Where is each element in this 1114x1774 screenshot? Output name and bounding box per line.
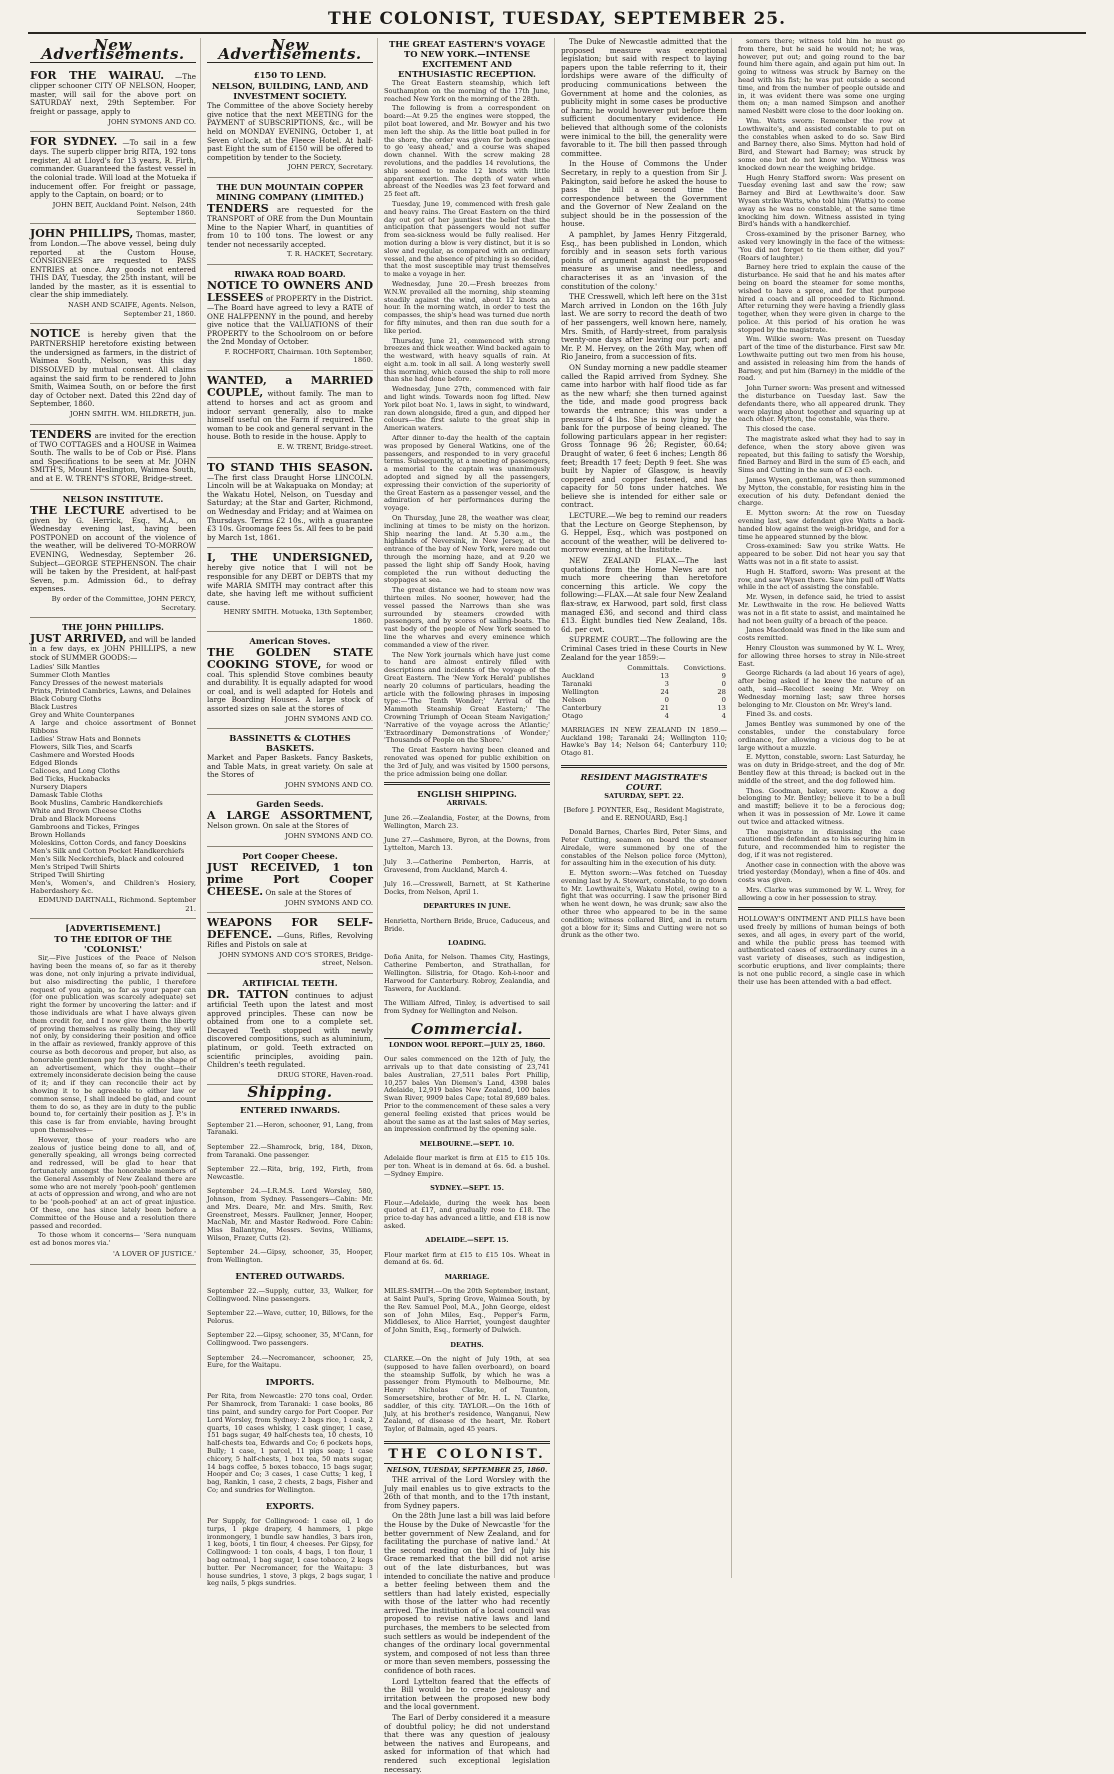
- ad-title: WANTED, a MARRIED COUPLE,: [207, 374, 373, 400]
- ad-signature: JOHN BEIT, Auckland Point. Nelson, 24th September 1860.: [52, 200, 196, 218]
- shipping-entry: September 22.—Gipsy, schooner, 35, M'Cann, for Collingwood. Two passengers.: [207, 1331, 373, 1348]
- great-eastern-story: [384, 80, 550, 778]
- editorial-paragraph: Lord Lyttelton feared that the effects of the Bill would be to create jealousy and irritation between the proposed new body and the local government.: [384, 1676, 550, 1712]
- shipping-inwards-list: [207, 1122, 373, 1265]
- goods-list-item: Prints, Printed Cambrics, Lawns, and Delaines: [30, 687, 191, 696]
- table-row: [561, 696, 727, 704]
- ad-john-phillips: [30, 224, 196, 324]
- market-heading: MELBOURNE.—SEPT. 10.: [419, 1139, 515, 1148]
- ad-body: continues to adjust artificial Teeth upon the latest and most approved principles. These can now be obtained from one to a complete set. Decayed Teeth stopped with newly discovered compositions, such as aluminium, platinum, or gold. Teeth extracted on scientific principles, avoiding pain. Children's teeth regulated.: [207, 991, 373, 1070]
- column-3: [382, 38, 555, 1774]
- shipping-entry: September 22.—Wave, cutter, 10, Billows, for the Pelorus.: [207, 1309, 373, 1326]
- shipping-entry: September 24.—Necromancer, schooner, 25, Eure, for the Waitapu.: [207, 1353, 373, 1370]
- divider: [384, 1441, 550, 1444]
- ad-body: is hereby given that the PARTNERSHIP heretofore existing between the undersigned as farmers, in the district of Waimea South, Nelson, was this day DISSOLVED by mutual consent. All claims against the said firm to be rendered to John Smith, Waimea South, on or before the first day of October next. Dated this 22nd day of September, 1860.: [30, 330, 196, 409]
- ad-body: —To sail in a few days. The superb clipper brig RITA, 192 tons register, Al at Lloyd's for 13 years, R. Firth, commander. Guaranteed the fastest vessel in the colonial trade. Will load at the Motueka if inducement offer. For freight or passage, apply to the Captain, on board; or to: [30, 138, 196, 200]
- goods-list-item: Drab and Black Moreens: [30, 815, 116, 824]
- goods-list-item: Book Muslins, Cambric Handkerchiefs: [30, 799, 163, 808]
- court-paragraph: Fined 3s. and costs.: [746, 710, 813, 719]
- column-5: [736, 38, 909, 1578]
- goods-list-item: Black Lustres: [30, 703, 78, 712]
- letter-paragraph: To those whom it concerns— 'Sera nunquam est ad bonos mores via.': [30, 1231, 196, 1248]
- ad-nelson-institute: [30, 490, 196, 619]
- ad-body: and will be landed in a few days, ex JOHN PHILLIPS, a new stock of SUMMER GOODS:—: [30, 635, 196, 662]
- news-paragraph: The Duke of Newcastle admitted that the proposed measure was exceptional legislation; but said with respect to laying papers upon the table referring to it, their lordships were aware of the difficulty of producing communications between the Government at home and the colonies, as publicity might in some cases be productive of harm; he would however put before them sufficient documentary evidence. He believed that although some of the colonists were inimical to the bill, the generality were favorable to it. The bill then passed through committee.: [561, 37, 727, 158]
- court-paragraph: Wm. Watts sworn: Remember the row at Lowthwaite's, and assisted constable to put on the constables when asked to do so. Saw Bird and Barney there, also Sims. Mytton had hold of Bird, and Stewart had Barney; was struck by some one but do not know who. Witness was knocked down near the weighing bridge.: [738, 116, 905, 172]
- court-paragraph: somers there; witness told him he must go from there, but he said he would not; he was, however, put out; and going round to the bar found him there again, and again put him out. In going to witness was struck by Barney on the head with his fist; he was put outside a second time, and from the number of people outside and in, it was evident there was some one urging them on; a man named Simpson and another named Nesbitt were close to the door looking on.: [738, 37, 905, 116]
- story-paragraph: After dinner to-day the health of the captain was proposed by General Watkins, one of the passengers, and responded to in very graceful terms. Subsequently, at a meeting of passengers, a memorial to the captain was unanimously adopted and signed by all the passengers, expressing their conviction of the superiority of the Great Eastern as a passenger vessel, and the admiration of her performances during the voyage.: [384, 434, 550, 513]
- masthead: THE COLONIST, TUESDAY, SEPTEMBER 25.: [28, 6, 1086, 34]
- exports-body: Per Supply, for Collingwood: 1 case oil, 1 do turps, 1 pkge drapery, 4 hammers, 1 pkge ironmongery, 1 bundle saw handles, 3 bars iron, 1 keg, boots, 1 tin flour, 4 cheeses. Per Gipsy, for Collingwood: 1 ton coals, 4 bags, 1 ton flour, 1 bag oatmeal, 1 bag sugar, 1 case tobacco, 2 kegs butter. Per Necromancer, for the Waitapu: 3 house sundries, 1 stove, 3 pkgs, 2 bags sugar, 1 keg nails, 5 pkgs sundries.: [207, 1516, 373, 1588]
- court-paragraph: E. Mytton sworn:—Was fetched on Tuesday evening last by A. Stewart, constable, to go down to Mr. Lowthwaite's, Wakatu Hotel, owing to a fight that was occurring. I saw the prisoner Bird when he went down, he was drunk; saw also the other three who appeared to be in the same condition; witness collared Bird, and in return got a blow for it; Sims and Cutting were not so drunk as the other two.: [561, 869, 727, 940]
- ad-body: —The first class Draught Horse LINCOLN. Lincoln will be at Wakapuaka on Monday; at the Wakatu Hotel, Nelson, on Tuesday and Saturday; at the Star and Garter, Richmond, on Wednesday and Friday; and at Waimea on Thursdays. Terms £2 10s., with a guarantee £3 10s. Groomage fees 5s. All fees to be paid by March 1st, 1861.: [207, 472, 373, 542]
- market-body: Flour.—Adelaide, during the week has been quoted at £17, and gradually rose to £18. The price to-day has advanced a little, and £18 is now asked.: [384, 1198, 550, 1230]
- marriage-heading: MARRIAGE.: [444, 1272, 490, 1281]
- table-cell-province: Nelson: [562, 696, 587, 705]
- shipping-inwards-heading: ENTERED INWARDS.: [239, 1104, 340, 1115]
- goods-list-item: Edged Blonds: [30, 759, 78, 768]
- goods-list-item: White and Brown Cheese Cloths: [30, 807, 142, 816]
- section-heading-shipping: Shipping.: [207, 1085, 373, 1102]
- ad-kicker: American Stoves.: [249, 635, 331, 646]
- ad-signature: HENRY SMITH. Motueka, 13th September, 1860.: [223, 608, 373, 625]
- letter-title: TO THE EDITOR OF THE 'COLONIST.': [54, 934, 172, 955]
- table-cell-province: Auckland: [562, 672, 595, 681]
- ad-title: NOTICE TO OWNERS AND LESSEES: [207, 278, 373, 304]
- table-cell-province: Taranaki: [562, 680, 593, 689]
- news-paragraph: In the House of Commons the Under Secretary, in reply to a question from Sir J. Pakington, said before he asked the house to pass the bill a second time the correspondence between the Government and the Governor of New Zealand on the subject should be in the possession of the house.: [561, 159, 727, 229]
- goods-list-item: Ladies' Straw Hats and Bonnets: [30, 735, 141, 744]
- table-cell-count: 28: [717, 688, 726, 697]
- goods-list-item: Flowers, Silk Ties, and Scarfs: [30, 743, 133, 752]
- ad-artificial-teeth: [207, 974, 373, 1085]
- shipping-entry: September 24.—I.R.M.S. Lord Worsley, 580, Johnson, from Sydney. Passengers—Cabin: Mr. and Mrs. Deare, Mr. and Mrs. Smith, Rev. Greenstreet, Messrs. Faulkner, Jenner, Hooper, MacNab, Mr. and Master Redwood. Fore Cabin: Miss Ballantyne, Messrs. Sevins, Williams, Wilson, Frazer, Cutts (2).: [207, 1187, 373, 1242]
- court-paragraph: E. Mytton sworn: At the row on Tuesday evening last, saw defendant give Watts a back-handed blow against the weigh-bridge, and for a time he appeared stunned by the blow.: [738, 509, 905, 541]
- news-paragraph: LECTURE.—We beg to remind our readers that the Lecture on George Stephenson, by G. Heppel, Esq., which was postponed on account of the weather, will be delivered to-morrow evening, at the Institute.: [561, 511, 727, 555]
- news-paragraph: NEW ZEALAND FLAX.—The last quotations from the Home News are not much more cheering than heretofore concerning this article. We copy the following:—FLAX.—At sale four New Zealand flax-straw, ex Harwood, part sold, first class managed £36, and second and third class £13. Eight bundles tied New Zealand, 18s. 6d. per cwt.: [561, 556, 727, 634]
- goods-list-item: Ladies' Silk Mantles: [30, 663, 100, 672]
- market-body: Flour market firm at £15 to £15 10s. Wheat in demand at 6s. 6d.: [384, 1250, 550, 1267]
- goods-list-item: Striped Twill Shirting: [30, 871, 105, 880]
- court-paragraph: John Turner sworn: Was present and witnessed the disturbance on Tuesday last. Saw the defendants there, who all appeared drunk. They were playing about together and squaring up at each other. Mytton, the constable, was there.: [738, 384, 905, 424]
- table-row: [561, 704, 727, 712]
- goods-list-item: Calicoes, and Long Cloths: [30, 767, 120, 776]
- ad-signature: JOHN SYMONS AND CO'S STORES, Bridge-street, Nelson.: [219, 950, 373, 968]
- market-heading: SYDNEY.—SEPT. 15.: [430, 1184, 504, 1193]
- court-paragraph: The magistrate asked what they had to say in defence, when the story above given was repeated, but this failing to satisfy the Worship, fined Barney and Bird in the sum of £5 each, and Sims and Cutting in the sum of £3 each.: [738, 435, 905, 475]
- court-paragraph: Janes Macdonald was fined in the like sum and costs remitted.: [738, 626, 905, 643]
- goods-list-item: Summer Cloth Mantles: [30, 671, 110, 680]
- letter-signature: 'A LOVER OF JUSTICE.': [112, 1249, 196, 1258]
- table-cell-count: 4: [721, 712, 726, 721]
- column-2: [205, 36, 378, 1588]
- goods-list-item: Men's Silk and Cotton Pocket Handkerchiefs: [30, 847, 185, 856]
- court-paragraph: E. Mytton, constable, sworn: Last Saturday, he was on duty in Bridge-street, and the dog of Mr. Bentley flew at this thread; is backed out in the middle of the street, and the dog followed him.: [738, 753, 905, 785]
- ad-title: I, THE UNDERSIGNED,: [207, 551, 373, 565]
- ad-sydney: [30, 132, 196, 224]
- table-cell-count: 3: [664, 680, 669, 689]
- table-header-cell: [561, 664, 614, 672]
- ad-title: TO STAND THIS SEASON.: [207, 460, 373, 474]
- shipping-entry: September 22.—Rita, brig, 192, Firth, from Newcastle.: [207, 1164, 373, 1181]
- news-paragraphs: [561, 38, 727, 662]
- goods-list-item: Moleskins, Cotton Cords, and fancy Doeskins: [30, 839, 187, 848]
- shipping-entry: September 22.—Shamrock, brig, 184, Dixon, from Taranaki. One passenger.: [207, 1142, 373, 1159]
- goods-list-item: Cashmere and Worsted Hoods: [30, 751, 135, 760]
- court-paragraph: The magistrate in dismissing the case cautioned the defendant as to his securing him in future, and recommended him to register the dog, if it was not registered.: [738, 827, 905, 859]
- goods-list-item: Fancy Dresses of the newest materials: [30, 679, 163, 688]
- ad-kicker: NELSON INSTITUTE.: [62, 493, 164, 504]
- ad-building-society: [207, 66, 373, 178]
- ad-kicker: Garden Seeds.: [256, 799, 324, 810]
- english-shipping-heading: ENGLISH SHIPPING.: [417, 789, 517, 800]
- goods-list-item: Nursery Diapers: [30, 783, 88, 792]
- goods-list-item: Black Coburg Cloths: [30, 695, 102, 704]
- ad-body: The Committee of the above Society hereby give notice that the next MEETING for the PAYMENT of SUBSCRIPTIONS, &c., will be held on MONDAY EVENING, October 1, at Seven o'clock, at the Fleece Hotel. At half-past Eight the sum of £150 will be offered to competition by tender to the Society.: [207, 101, 373, 162]
- news-paragraph: ON Sunday morning a new paddle steamer called the Rapid arrived from Sydney. She came into harbor with half flood tide as far as the new wharf; she then turned against the tide, and made good progress back towards the entrance; this was under a pressure of 4 lbs. She is now lying by the bank for the purpose of being cleaned. The following particulars appear in her register: Gross Tonnage 96 26; Register, 60.64; Draught of water, 6 feet 6 inches; Length 86 feet; Breadth 17 feet; Depth 9 feet. She was built by Napier of Glasgow, is heavily coppered and copper fastened, and has capacity for 50 tons under hatches. We believe she is intended for either sale or contract.: [561, 362, 727, 510]
- table-row: [561, 688, 727, 696]
- table-cell-count: 0: [721, 680, 726, 689]
- column-4: [559, 38, 732, 1578]
- loading-label: LOADING.: [447, 939, 487, 948]
- story-paragraph: The Great Eastern steamship, which left Southampton on the morning of the 17th June, reached New York on the morning of the 28th.: [384, 79, 550, 103]
- ad-title: JOHN PHILLIPS,: [30, 226, 134, 240]
- shipping-outwards-list: [207, 1288, 373, 1370]
- ad-draught-horse: [207, 458, 373, 549]
- divider: [384, 782, 550, 785]
- marriages-note: MARRIAGES IN NEW ZEALAND IN 1859.—Auckland 198; Taranaki 24; Wellington 110; Hawke's Bay 14; Nelson 64; Canterbury 110; Otago 81.: [561, 725, 727, 758]
- ad-body: On sale at the Stores of: [265, 887, 352, 897]
- court-paragraph: Thos. Goodman, baker, sworn: Know a dog belonging to Mr. Bentley; believe it to be a bull and mastiff; believe it to be a ferocious dog; when it was in possession of Mr. Lowe it came out twice and attacked witness.: [738, 786, 905, 826]
- goods-list-item: Damask Table Cloths: [30, 791, 103, 800]
- loading-body: Doña Anita, for Nelson. Thames City, Hastings, Catherine Pemberton, and Strathallan, for Wellington. Silistria, for Otago. Koh-i-noor and Harwood for Canterbury. Robroy, Zealandia, and Taswera, for Auckland.: [384, 953, 550, 993]
- shipping-entry: September 24.—Gipsy, schooner, 35, Hooper, from Wellington.: [207, 1248, 373, 1265]
- court-paragraph: Mr. Wysen, in defence said, he tried to assist Mr. Lewthwaite in the row. He believed Watts was not in a fit state to assist, and maintained he had not been guilty of a breach of the peace.: [738, 593, 905, 625]
- story-paragraph: Thursday, June 21, commenced with strong breezes and thick weather. Wind backed again to the westward, with heavy squalls of rain. At eight a.m. took in all sail. A long westerly swell this morning, which caused the ship to roll more than she had done before.: [384, 336, 550, 384]
- court-paragraph: Mrs. Clarke was summoned by W. L. Wrey, for allowing a cow in her possession to stray.: [738, 886, 905, 902]
- section-heading-commercial: Commercial.: [384, 1022, 550, 1039]
- court-paragraph: James Wysen, gentleman, was then summoned by Mytton, the constable, for resisting him in the execution of his duty. Defendant denied the charge.: [738, 476, 905, 508]
- arrivals-label: ARRIVALS.: [446, 799, 488, 808]
- ad-kicker: THE DUN MOUNTAIN COPPER MINING COMPANY (LIMITED.): [216, 181, 364, 202]
- goods-list-item: Men's Striped Twill Shirts: [30, 863, 121, 872]
- ad-body: without family. The man to attend to horses and act as groom and indoor servant generally, also to make himself useful on the Farm if required. The woman to be cook and general servant in the house. Both to reside in the house. Apply to: [207, 389, 373, 442]
- court-paragraph: James Bentley was summoned by one of the constables, under the constabulary force ordinance, for allowing a vicious dog to be at large without a muzzle.: [738, 720, 905, 752]
- story-paragraph: Tuesday, June 19, commenced with fresh gale and heavy rains. The Great Eastern on the third day out got of her jauntiest the belief that the anticipation that passengers would not suffer from sea-sickness would be fully realised. Her motion during a blow is very distinct, but it is so slow and regular, as compared with an ordinary vessel, and the absence of pitching is so decided, that the most susceptible may trust themselves to make a voyage in her.: [384, 199, 550, 279]
- table-cell-count: 13: [660, 672, 669, 681]
- ad-title: WEAPONS FOR SELF-DEFENCE.: [207, 916, 373, 942]
- marriage-body: MILES-SMITH.—On the 20th September, instant, at Saint Paul's, Spring Grove, Waimea South, by the Rev. Samuel Pool, M.A., John George, eldest son of John Miles, Esq., Pepper's Farm, Middlesex, to Alice Harriet, youngest daughter of John Smith, Esq., formerly of Dulwich.: [384, 1287, 550, 1335]
- criminal-cases-table: [561, 664, 727, 720]
- court-paragraph: Hugh Henry Stafford sworn: Was present on Tuesday evening last and saw the row; saw Barney and Bird at Lewthwaite's door. Saw Wysen strike Watts, who told him (Watts) to come away as he was no constable, at the same time knocking him down. Witness assisted in tying Bird's hands with a handkerchief.: [738, 173, 905, 229]
- departures-body: Henrietta, Northern Bride, Bruce, Caduceus, and Bride.: [384, 916, 550, 933]
- story-paragraph: The great distance we had to steam now was thirteen miles. No sooner, however, had the vessel passed the Narrows than she was surrounded by steamers crowded with passengers, and by scores of sailing-boats. The vast body of the people of New York seemed to line the wharves and every eminence which commanded a view of the river.: [384, 586, 550, 649]
- court-paragraph: Cross-examined by the prisoner Barney, who asked very knowingly in the face of the witness: 'You did not forget to tie them either, did you?' (Roars of laughter.): [738, 230, 905, 262]
- ad-baskets: [207, 729, 373, 795]
- table-row: [561, 680, 727, 688]
- court-paragraph: Hugh H. Stafford, sworn: Was present at the row, and saw Wysen there. Saw him pull off Watts while in the act of assisting the constable.: [738, 567, 905, 592]
- ad-signature: DRUG STORE, Haven-road.: [277, 1070, 373, 1079]
- arrival-entry: July 3.—Catherine Pemberton, Harris, at Gravesend, from Auckland, March 4.: [384, 858, 550, 874]
- arrival-entry: July 16.—Cresswell, Barnett, at St Katherine Docks, from Nelson, April 1.: [384, 880, 550, 897]
- arrival-entry: June 26.—Zealandia, Foster, at the Downs, from Wellington, March 23.: [384, 813, 550, 830]
- ad-body: Nelson grown. On sale at the Stores of: [207, 821, 349, 831]
- ad-tenders-cottages: [30, 425, 196, 490]
- ad-title: TENDERS: [207, 201, 269, 215]
- ad-body: for wood or coal. This splendid Stove combines beauty and durability. It is equally adapted for wood or coal, and is well adapted for Hotels and large Boarding Houses. A large stock of assorted sizes on sale at the stores of: [207, 660, 373, 713]
- ad-body: Thomas, master, from London.—The above vessel, being duly reported at the Custom House, CONSIGNEES are requested to PASS ENTRIES at once. Any goods not entered THIS DAY, Tuesday, the 25th instant, will be landed by the master, as it is essential to clear the ship immediately.: [30, 229, 196, 300]
- court-paragraph: Henry Clouston was summoned by W. L. Wrey, for allowing three horses to stray in Nile-street East.: [738, 643, 905, 668]
- letter-paragraph: However, those of your readers who are zealous of justice being done to all, and of, generally speaking, all wrongs being corrected and redressed, will be glad to hear that fortunately amongst the honorable members of the General Assembly of New Zealand there are some who are not merely 'pooh-pooh' gentlemen at acts of oppression and wrong, and who are not to be 'pooh-poohed' at an act of great injustice. Of these, one has since lately been before a Committee of the House and a resolution there passed and recorded.: [30, 1135, 196, 1230]
- ad-signature: F. ROCHFORT, Chairman. 10th September, 1860.: [224, 347, 373, 365]
- court-paragraph: Barney here tried to explain the cause of the disturbance. He said that he and his mates after being on board the steamer for some months, wished to have a spree, and for that purpose hired a coach and all proceeded to Richmond. After returning they were having a friendly glass together, when they were given in charge to the police. At this period of his oration he was stopped by the magistrate.: [738, 263, 905, 334]
- arrival-entry: June 27.—Cashmere, Byron, at the Downs, from Lyttelton, March 13.: [384, 835, 550, 852]
- ad-signature: JOHN SYMONS AND CO.: [285, 832, 373, 841]
- court-paragraph: Another case in connection with the above was tried yesterday (Monday), when a fine of 40s. and costs was given.: [738, 860, 905, 885]
- table-cell-province: Canterbury: [562, 704, 602, 713]
- ad-kicker: RIWAKA ROAD BOARD.: [234, 268, 346, 279]
- ad-title: TENDERS: [30, 427, 92, 441]
- editorial-paragraph: The Earl of Derby considered it a measure of doubtful policy; he did not understand that there was any question of jealousy between the natives and Europeans, and asked for information of that which had rendered such exceptional legislation necessary.: [384, 1713, 550, 1774]
- table-cell-count: 21: [660, 704, 669, 713]
- goods-list-item: Gambroons and Tickes, Fringes: [30, 823, 140, 832]
- ad-signature: JOHN SYMONS AND CO.: [285, 714, 373, 723]
- divider: [738, 907, 905, 910]
- news-paragraph: SUPREME COURT.—The following are the Criminal Cases tried in these Courts in New Zealand for the year 1859:—: [561, 635, 727, 662]
- great-eastern-headline: THE GREAT EASTERN'S VOYAGE TO NEW YORK.—INTENSE EXCITEMENT AND ENTHUSIASTIC RECEPTION.: [389, 39, 545, 79]
- section-heading-new-advertisements: New Advertisements.: [207, 38, 373, 63]
- ad-riwaka-road-board: [207, 265, 373, 371]
- ad-title: THE LECTURE: [30, 503, 125, 517]
- wool-report-body: Our sales commenced on the 12th of July, the arrivals up to that date consisting of 23,741 bales Australian, 27,511 bales Port Phillip, 10,257 bales Van Diemen's Land, 4398 bales Adelaide, 12,919 bales New Zealand, 100 bales Swan River, 9909 bales Cape; total 89,689 bales. Prior to the commencement of these sales a very general feeling existed that prices would be about the same as at the last sales of May series, an impression confirmed by the opening sale.: [384, 1055, 550, 1134]
- letter-body: [30, 955, 196, 1247]
- ad-signature: EDMUND DARTNALL, Richmond. September 21.: [38, 896, 196, 913]
- table-cell-count: 13: [717, 704, 726, 713]
- ad-body: —The clipper schooner CITY OF NELSON, Hooper, master, will sail for the above port on SATURDAY next, 29th September. For freight or passage, apply to: [30, 72, 196, 116]
- table-header-cell: Convictions.: [683, 664, 726, 673]
- goods-list: [30, 663, 196, 895]
- ad-title: BASSINETTS & CLOTHES BASKETS.: [229, 733, 351, 754]
- goods-list-item: Men's, Women's, and Children's Hosiery, Haberdashery &c.: [30, 879, 196, 896]
- ad-debt-notice: [207, 548, 373, 631]
- column-1: [28, 38, 201, 1578]
- ad-body: are invited for the erection of TWO COTTAGES and a HOUSE in Waimea South. The walls to be of Cob or Pisé. Plans and Specifications to be seen at Mr. JOHN SMITH'S, Mount Heslington, Waimea South, and at E. W. TRENT'S STORE, Bridge-street.: [30, 430, 196, 483]
- court-paragraph: Cross-examined: Saw you strike Watts. He appeared to be sober. Did not hear you say that Watts was not in a fit state to assist.: [738, 542, 905, 566]
- news-paragraph: A pamphlet, by James Henry Fitzgerald, Esq., has been published in London, which forcibly and in season sets forth various points of argument against the proposed measure as unwise and needless, and characterises it as an 'invasion of the constitution of the colony.': [561, 230, 727, 291]
- ad-kicker: ARTIFICIAL TEETH.: [242, 978, 338, 989]
- story-paragraph: The Great Eastern having been cleaned and renovated was opened for public exhibition on the 3rd of July, and was visited by 1500 persons, the price admission being one dollar.: [384, 746, 550, 778]
- goods-list-item: A large and choice assortment of Bonnet Ribbons: [30, 719, 196, 736]
- goods-list-item: Bed Ticks, Huckabacks: [30, 775, 111, 784]
- letter-paragraph: Sir,—Five Justices of the Peace of Nelson having been the means of, so far as it thereby was done, not only injuring a private individual, but also misdirecting the public, I therefore request of you again, so far as your paper can (for one publication was scarcely adequate) set right the former by uncovering the latter: and if those individuals are what I have always given them credit for, and I now give them the liberty of proving themselves as really being, they will not only, by considering their position and office in the affair as reviewed, frankly approve of this course as both decorous and proper, but also, as honorable gentlemen pay for this in the shape of an advertisement, which they ought—their extremely inconsiderate decision being the cause of it; and if they can reconcile their act by showing it to be agreeable to either law or common sense, I shall indeed be glad, and count them to do so, as they are in duty to the public bound to, for certainly their position as J. P.'s in this case is far from enviable, having brought upon themselves—: [30, 954, 196, 1134]
- table-cell-province: Wellington: [562, 688, 599, 697]
- court-paragraph: This closed the case.: [746, 425, 816, 434]
- ad-weapons: [207, 913, 373, 974]
- ad-title: JUST RECEIVED, 1 ton prime Port Cooper CHEESE.: [207, 860, 373, 898]
- colonist-title: THE COLONIST.: [384, 1448, 550, 1465]
- ad-wanted-couple: [207, 371, 373, 458]
- letter-to-editor: [30, 919, 196, 1264]
- section-heading-new-advertisements: New Advertisements.: [30, 38, 196, 63]
- ad-kicker: Port Cooper Cheese.: [242, 850, 338, 861]
- court-bench: [Before J. POYNTER, Esq., Resident Magistrate, and E. RENOUARD, Esq.]: [563, 805, 725, 822]
- ad-body: —Guns, Rifles, Revolving Rifles and Pistols on sale at: [207, 931, 373, 950]
- table-header-cell: Committals.: [627, 664, 669, 673]
- holloway-ad: HOLLOWAY'S OINTMENT AND PILLS have been used freely by millions of human beings of both sexes, and all ages, in every part of the world, and while the public press has teemed with authenticated cases of extraordinary cures in a vast variety of diseases, such as indigestion, scorbutic eruptions, and liver complaints; there is not one public record, a single case in which their use has been attended with a bad effect.: [738, 915, 905, 986]
- exports-heading: EXPORTS.: [265, 1501, 315, 1512]
- imports-body: Per Rita, from Newcastle: 270 tons coal, Order. Per Shamrock, from Taranaki: 1 case books, 86 tins paint, and sundry cargo for Port Cooper. Per Lord Worsley, from Sydney: 2 bags rice, 1 cask, 2 quarts, 10 cases whisky, 1 cask ginger, 1 case, 151 bags sugar, 49 half-chests tea, 10 chests, 10 half-chests tea, Edwards and Co; 6 pockets hops, Bully; 1 case, 1 parcel, 11 pigs soap; 1 case chicory, 5 half-chests, 1 box tea, 50 mats sugar, 14 bags coffee, 5 boxes tobacco, 15 bags sugar, Hooper and Co; 3 cases, 1 case Cutts; 1 keg, 1 bag, Rankin, 1 case, 2 chests, 2 bags, Fisher and Co; and sundries for Wellington.: [207, 1392, 373, 1494]
- table-cell-count: 4: [664, 712, 669, 721]
- ad-signature: By order of the Committee, JOHN PERCY, Secretary.: [51, 594, 196, 612]
- ad-title: JUST ARRIVED,: [30, 632, 127, 646]
- court-paragraph: Donald Barnes, Charles Bird, Peter Sims, and Peter Cutting, seamen on board the steamer Airedale, were summoned by one of the constables of the Nelson police force (Mytton), for assaulting him in the execution of his duty.: [561, 828, 727, 868]
- table-cell-count: 24: [660, 688, 669, 697]
- news-paragraph: THE Cresswell, which left here on the 31st March arrived in London on the 16th July last. We are sorry to record the death of two of her passengers, well known here, namely, Mrs. Smith, of Hardy-street, from paralysis twenty-one days after leaving our port; and Mr. P. M. Hervey, on the 26th May, when off Rio Janeiro, from a succession of fits.: [561, 292, 727, 362]
- table-row: [561, 672, 727, 680]
- ad-signature: JOHN SYMONS AND CO.: [108, 117, 196, 126]
- story-paragraph: Wednesday, June 27th, commenced with fair and light winds. Towards noon fog lifted. New York pilot boat No. 1, laws in sight, to windward, ran down alongside, fired a gun, and dipped her colours—the first salute to the great ship in American waters.: [384, 385, 550, 433]
- court-paragraph: George Richards (a lad about 16 years of age), after being asked if he knew the nature of an oath, said—Recollect seeing Mr. Wrey on Wednesday morning last; saw three horses belonging to Mr. Clouston on Mr. Wrey's land.: [738, 669, 905, 709]
- editorial: [384, 1476, 550, 1774]
- table-cell-count: 9: [721, 672, 726, 681]
- colonist-date: NELSON, TUESDAY, SEPTEMBER 25, 1860.: [386, 1466, 548, 1475]
- ad-title: FOR SYDNEY.: [30, 135, 118, 149]
- ad-dun-mountain: [207, 178, 373, 265]
- court-report: [561, 829, 727, 940]
- market-reports: [384, 1141, 550, 1268]
- court-date: SATURDAY, SEPT. 22.: [604, 791, 684, 800]
- shipping-entry: September 21.—Heron, schooner, 91, Lang, from Taranaki.: [207, 1120, 373, 1137]
- ad-stoves: [207, 632, 373, 730]
- court-paragraph: Wm. Wilkie sworn: Was present on Tuesday part of the time of the disturbance. First saw Mr. Lowthwaite putting out two men from his house, and assisted in releasing him from the hands of Barney, and put him (Barney) in the middle of the road.: [738, 335, 905, 383]
- table-cell-count: 0: [721, 696, 726, 705]
- ad-body: advertised to be given by G. Herrick, Esq., M.A., on Wednesday evening last, having been POSTPONED on account of the violence of the weather, will be delivered TO-MORROW EVENING, Wednesday, September 26. Subject—GEORGE STEPHENSON. The chair will be taken by the President, at half-past Seven, p.m. Admission 6d., to defray expenses.: [30, 506, 196, 594]
- story-paragraph: Wednesday, June 20.—Fresh breezes from W.N.W. prevailed all the morning, ship steaming steadily against the wind, about 12 knots an hour. In the morning watch, in order to test the compasses, the ship's head was turned due north for fifty minutes, and then ran due south for a like period.: [384, 279, 550, 335]
- shipping-note: The William Alfred, Tinley, is advertised to sail from Sydney for Wellington and Nelson.: [384, 999, 550, 1015]
- ad-title: NOTICE: [30, 327, 81, 341]
- court-report-continued: [738, 38, 905, 903]
- ad-signature: E. W. TRENT, Bridge-street.: [277, 443, 373, 452]
- table-cell-count: 0: [664, 696, 669, 705]
- ad-signature: T. R. HACKET, Secretary.: [286, 250, 373, 259]
- court-heading: RESIDENT MAGISTRATE'S COURT.: [580, 771, 708, 792]
- story-paragraph: The New York journals which have just come to hand are almost entirely filled with descriptions and incidents of the voyage of the Great Eastern. The 'New York Herald' publishes nearly 20 columns of particulars, heading the article with the following phrases in imposing type:—'The Tenth Wonder;' 'Arrival of the Mammoth Steamship Great Eastern;' 'The Crowning Triumph of Ocean Steam Navigation;' 'Narrative of the voyage across the Atlantic;' 'Extraordinary Demonstrations of Wonder;' 'Thousands of People on the Shore.': [384, 650, 550, 745]
- ad-summer-goods: [30, 618, 196, 919]
- wool-report-title: LONDON WOOL REPORT.—JULY 25, 1860.: [388, 1040, 546, 1049]
- shipping-outwards-heading: ENTERED OUTWARDS.: [235, 1271, 345, 1282]
- ad-title: A LARGE ASSORTMENT,: [207, 809, 373, 823]
- columns: [28, 36, 1088, 1774]
- goods-list-item: Brown Hollands: [30, 831, 86, 840]
- ad-kicker: THE JOHN PHILLIPS.: [62, 622, 164, 633]
- story-paragraph: On Thursday, June 28, the weather was clear, inclining at times to be misty on the horizon. Ship nearing the land. At 5.30 a.m., the highlands of Neversink, in New Jersey, at the entrance of the bay of New York, were made out through the morning haze, and at 9.20 we passed the light ship off Sandy Hook, having completed the run without deducting the stoppages at sea.: [384, 514, 550, 585]
- editorial-paragraph: On the 28th June last a bill was laid before the House by the Duke of Newcastle 'for the better government of New Zealand, and for facilitating the purchase of native land.' At the second reading on the 3rd of July his Grace remarked that the bill did not arise out of the late disturbances, but was intended to conciliate the native and produce a better feeling between them and the settlers than had lately existed, especially with those of the latter who had recently arrived. The institution of a local council was proposed to revise native laws and land purchases, the members to be selected from such settlers as would be independent of the changes of the ordinary local governmental system, and composed of not less than three or more than seven members, possessing the confidence of both races.: [384, 1511, 550, 1676]
- shipping-entry: September 22.—Supply, cutter, 33, Walker, for Collingwood. Nine passengers.: [207, 1287, 373, 1303]
- ad-title: £150 TO LEND.: [253, 70, 327, 81]
- divider: [561, 765, 727, 768]
- ad-partnership-notice: [30, 324, 196, 424]
- market-body: Adelaide flour market is firm at £15 to £15 10s. per ton. Wheat is in demand at 6s. 6d. a bushel.—Sydney Empire.: [384, 1154, 550, 1178]
- goods-list-item: Grey and White Counterpanes: [30, 711, 135, 720]
- imports-heading: IMPORTS.: [265, 1376, 315, 1387]
- ad-title: DR. TATTON: [207, 988, 289, 1002]
- table-cell-province: Otago: [562, 712, 583, 721]
- table-row: [561, 712, 727, 720]
- ad-signature: JOHN SYMONS AND CO.: [285, 780, 373, 789]
- letter-kicker: [ADVERTISEMENT.]: [65, 923, 161, 934]
- ad-signature: JOHN SMITH. WM. HILDRETH, jun.: [69, 410, 196, 418]
- deaths-heading: DEATHS.: [450, 1340, 484, 1349]
- table-header-row: [561, 664, 727, 672]
- arrivals-list: [384, 815, 550, 897]
- ad-signature: JOHN SYMONS AND CO.: [285, 898, 373, 907]
- goods-list-item: Men's Silk Neckerchiefs, black and coloured: [30, 855, 184, 864]
- ad-body: of PROPERTY in the District.—The Board have agreed to levy a RATE of ONE HALFPENNY in the pound, and hereby give notice that the VALUATIONS of their PROPERTY to the Schoolroom on or before the 2nd Monday of October.: [207, 293, 373, 347]
- ad-body: are requested for the TRANSPORT of ORE from the Dun Mountain Mine to the Napier Wharf, in quantities of from 10 to 100 tons. The lowest or any tender not necessarily accepted.: [207, 204, 373, 249]
- editorial-paragraph: THE arrival of the Lord Worsley with the July mail enables us to give extracts to the 26th of that month, and to the 17th instant, from Sydney papers.: [384, 1474, 550, 1510]
- ad-title: THE GOLDEN STATE COOKING STOVE,: [207, 645, 373, 671]
- departures-label: DEPARTURES IN JUNE.: [423, 902, 511, 911]
- ad-signature: NASH AND SCAIFE, Agents. Nelson, September 21, 1860.: [68, 301, 196, 318]
- story-paragraph: The following is from a correspondent on board:—At 9.25 the engines were stopped, the pilot boat lowered, and Mr. Bowyer and his two men left the ship. As the little boat pulled in for the shore, the order was given for both engines to go 'easy ahead,' and a course was shaped down channel. With the screw making 28 revolutions, and the paddles 14 revolutions, the ship seemed to make 12 knots with little apparent exertion. The depth of water when abreast of the Needles was 23 feet forward and 25 feet aft.: [384, 104, 550, 199]
- ad-garden-seeds: [207, 795, 373, 846]
- ad-cheese: [207, 847, 373, 914]
- ad-wairau: [30, 66, 196, 132]
- ad-kicker: NELSON, BUILDING, LAND, AND INVESTMENT SOCIETY.: [211, 81, 369, 102]
- market-heading: ADELAIDE.—SEPT. 15.: [425, 1236, 509, 1245]
- ad-body: hereby give notice that I will not be responsible for any DEBT or DEBTS that my wife MARIA SMITH may contract after this date, she having left me without sufficient cause.: [207, 563, 373, 607]
- ad-title: FOR THE WAIRAU.: [30, 69, 165, 83]
- deaths-body: CLARKE.—On the night of July 19th, at sea (supposed to have fallen overboard), on board the steamship Suffolk, by which he was a passenger from Plymouth to Melbourne, Mr. Henry Nicholas Clarke, of Taunton, Somersetshire, brother of Mr. H. L. N. Clarke, saddler, of this city. TAYLOR.—On the 16th of July, at his brother's residence, Wanganui, New Zealand, of disease of the heart, Mr. Robert Taylor, of Balmain, aged 45 years.: [384, 1355, 550, 1434]
- ad-signature: JOHN PERCY, Secretary.: [287, 163, 373, 172]
- ad-body: Market and Paper Baskets. Fancy Baskets, and Table Mats, in great variety. On sale at the Stores of: [207, 753, 373, 780]
